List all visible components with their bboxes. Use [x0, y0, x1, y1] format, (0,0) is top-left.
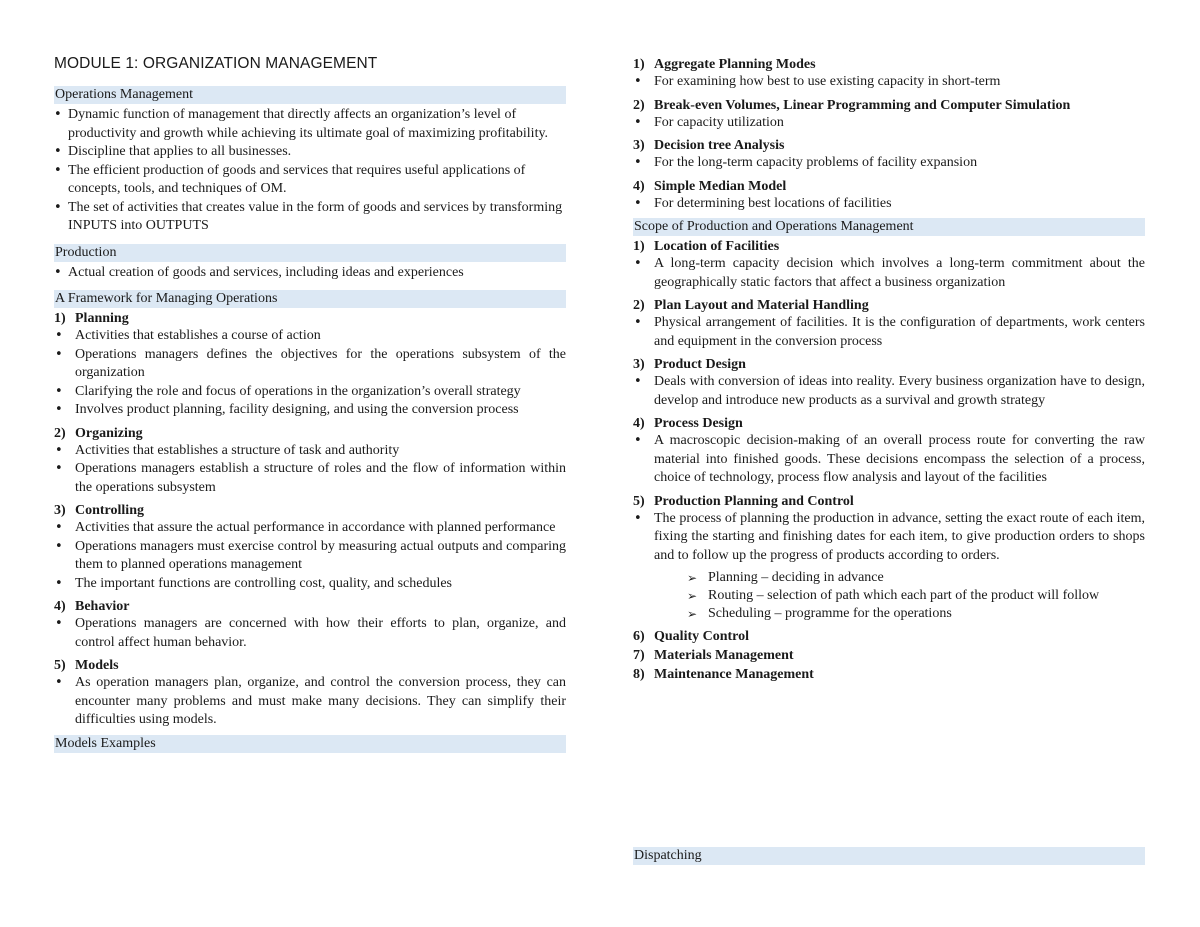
list-item: • Operations managers defines the objectives for the operations subsystem of the organization	[54, 346, 566, 383]
list-item: • Clarifying the role and focus of operations in the organization’s overall strategy	[54, 383, 566, 402]
list-item: • A macroscopic decision-making of an overall process route for converting the raw material into finished goods. These decisions encompass the selection of a process, choice of technology, process flow analysis and layout of the facilities	[633, 432, 1145, 488]
framework-heading-organizing: 2) Organizing	[54, 425, 143, 441]
left-column	[54, 52, 566, 755]
section-bar-operations-management: Operations Management	[54, 86, 566, 104]
scope-heading-production-planning: 5) Production Planning and Control	[633, 493, 854, 509]
production-list	[54, 264, 566, 283]
product-design-list	[633, 373, 1145, 410]
sub-list-item: ➢ Routing – selection of path which each part of the product will follow	[687, 587, 1145, 605]
break-even-list	[633, 114, 1145, 133]
list-item: • For capacity utilization	[633, 114, 1145, 133]
plan-layout-list	[633, 314, 1145, 351]
list-item: • For determining best locations of facilities	[633, 195, 1145, 214]
production-planning-sublist	[633, 569, 1145, 623]
list-item: • Operations managers establish a structure of roles and the flow of information within the operations subsystem	[54, 460, 566, 497]
list-item: • Discipline that applies to all businesses.	[54, 143, 566, 162]
list-item: • Physical arrangement of facilities. It is the configuration of departments, work centers and equipment in the conversion process	[633, 314, 1145, 351]
list-item: • Operations managers are concerned with how their efforts to plan, organize, and control affect human behavior.	[54, 615, 566, 652]
scope-heading-materials-management: 7) Materials Management	[633, 648, 794, 663]
list-item: • The set of activities that creates value in the form of goods and services by transforming INPUTS into OUTPUTS	[54, 199, 566, 236]
list-item: • Operations managers must exercise control by measuring actual outputs and comparing them to planned operations management	[54, 538, 566, 575]
list-item: • The efficient production of goods and services that requires useful applications of concepts, tools, and techniques of OM.	[54, 162, 566, 199]
behavior-list	[54, 615, 566, 652]
sub-list-item: ➢ Planning – deciding in advance	[687, 569, 1145, 587]
decision-tree-list	[633, 154, 1145, 173]
controlling-list	[54, 519, 566, 593]
list-item: • For examining how best to use existing capacity in short-term	[633, 73, 1145, 92]
section-bar-framework: A Framework for Managing Operations	[54, 290, 566, 308]
models-list	[54, 674, 566, 730]
organizing-list	[54, 442, 566, 498]
list-item: • The important functions are controlling cost, quality, and schedules	[54, 575, 566, 594]
list-item: • Activities that establishes a course of action	[54, 327, 566, 346]
planning-list	[54, 327, 566, 420]
location-list	[633, 255, 1145, 292]
scope-heading-location: 1) Location of Facilities	[633, 239, 780, 254]
scope-heading-quality-control: 6) Quality Control	[633, 629, 750, 644]
list-item: • Actual creation of goods and services, including ideas and experiences	[54, 264, 566, 283]
list-item: • Activities that establishes a structure of task and authority	[54, 442, 566, 461]
model-heading-decision-tree: 3) Decision tree Analysis	[633, 138, 785, 153]
model-heading-aggregate-planning: 1) Aggregate Planning Modes	[633, 57, 816, 72]
framework-heading-controlling: 3) Controlling	[54, 503, 144, 518]
section-bar-models-examples: Models Examples	[54, 735, 566, 753]
list-item: • For the long-term capacity problems of facility expansion	[633, 154, 1145, 173]
operations-management-list	[54, 106, 566, 236]
model-heading-simple-median: 4) Simple Median Model	[633, 178, 787, 194]
list-item: • Involves product planning, facility designing, and using the conversion process	[54, 401, 566, 420]
scope-heading-product-design: 3) Product Design	[633, 357, 746, 372]
section-bar-dispatching: Dispatching	[633, 847, 1145, 865]
list-item: • As operation managers plan, organize, and control the conversion process, they can encounter many problems and must make many decisions. They can simplify their difficulties using models.	[54, 674, 566, 730]
framework-heading-behavior: 4) Behavior	[54, 599, 130, 614]
module-title: MODULE 1: ORGANIZATION MANAGEMENT	[54, 55, 378, 72]
framework-heading-models: 5) Models	[54, 658, 119, 673]
sub-list-item: ➢ Scheduling – programme for the operations	[687, 605, 1145, 623]
scope-heading-maintenance-management: 8) Maintenance Management	[633, 667, 814, 682]
production-planning-list	[633, 510, 1145, 566]
scope-heading-plan-layout: 2) Plan Layout and Material Handling	[633, 298, 869, 313]
list-item: • Deals with conversion of ideas into reality. Every business organization have to design, develop and introduce new products as a survival and growth strategy	[633, 373, 1145, 410]
simple-median-list	[633, 195, 1145, 214]
list-item: • Activities that assure the actual performance in accordance with planned performance	[54, 519, 566, 538]
scope-heading-process-design: 4) Process Design	[633, 416, 743, 431]
list-item: • The process of planning the production in advance, setting the exact route of each item, fixing the starting and finishing dates for each item, to give production orders to shops and to follow up the progress of products according to orders.	[633, 510, 1145, 566]
right-column	[633, 56, 1145, 683]
aggregate-planning-list	[633, 73, 1145, 92]
list-item: • Dynamic function of management that directly affects an organization’s level of productivity and growth while achieving its ultimate goal of maximizing profitability.	[54, 106, 566, 143]
section-bar-production: Production	[54, 244, 566, 262]
model-heading-break-even: 2) Break-even Volumes, Linear Programming and Computer Simulation	[633, 97, 1071, 113]
list-item: • A long-term capacity decision which involves a long-term commitment about the geographically static factors that affect a business organization	[633, 255, 1145, 292]
section-bar-scope: Scope of Production and Operations Management	[633, 218, 1145, 236]
framework-heading-planning: 1) Planning	[54, 311, 129, 326]
process-design-list	[633, 432, 1145, 488]
